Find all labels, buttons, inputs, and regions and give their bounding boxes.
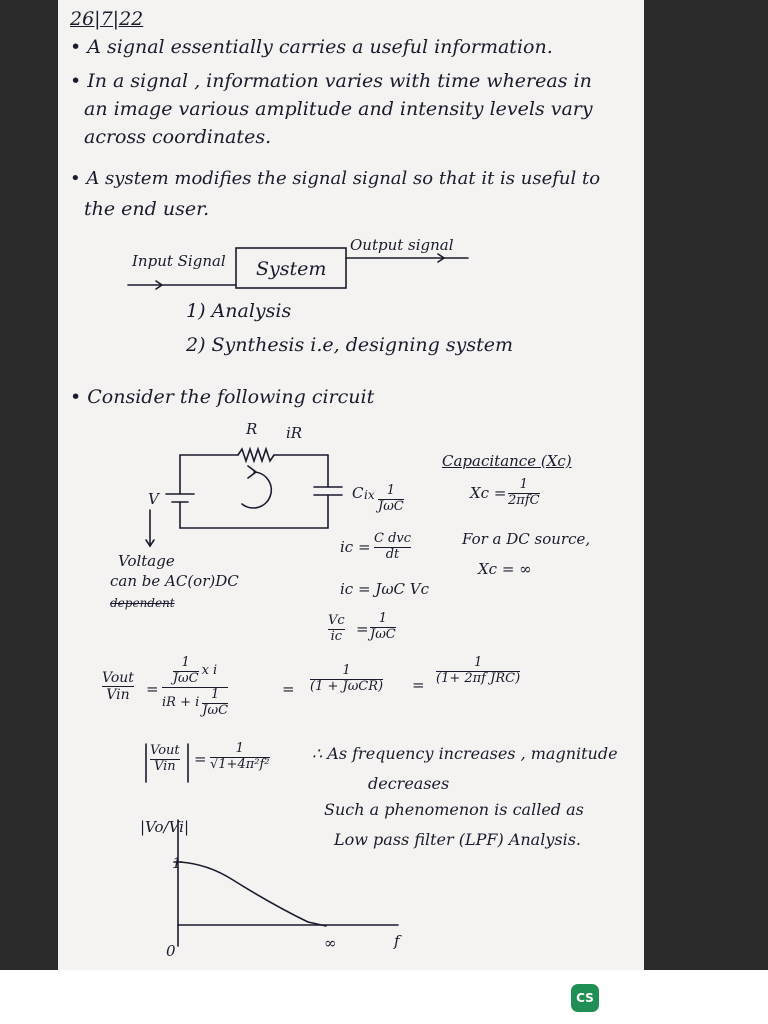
equals-5: = (194, 750, 207, 768)
bullet-2-line-2: an image various amplitude and intensity levels vary (84, 98, 593, 120)
equals-2: = (146, 680, 159, 698)
graph-ylabel: |Vo/Vi| (140, 818, 190, 836)
graph-origin: 0 (166, 942, 176, 960)
input-signal-label: Input Signal (132, 252, 226, 270)
resistor-zigzag (238, 449, 274, 461)
capacitor-impedance-fraction: 1 JωC (378, 483, 404, 514)
output-signal-label: Output signal (350, 236, 454, 254)
scanner-footer (0, 970, 768, 1024)
vout-over-vin: Vout Vin (102, 670, 134, 704)
equals-4: = (412, 676, 425, 694)
one-over-1-plus-jwcr: 1 (1 + JωCR) (310, 663, 384, 694)
ic-jwc-vc: ic = JωC Vc (340, 580, 430, 598)
equals-1: = (356, 620, 369, 638)
conclusion-line-2: decreases (368, 774, 450, 793)
loop-arrowhead (248, 466, 256, 478)
xc-fraction: 1 2πfC (508, 477, 540, 508)
conclusion-line-4: Low pass filter (LPF) Analysis. (334, 830, 581, 849)
bullet-2-line-3: across coordinates. (84, 126, 272, 148)
transfer-big-fraction: 1 JωC x i iR + i 1 JωC (162, 655, 229, 718)
loop-current-arc (242, 472, 271, 508)
equals-3: = (282, 680, 295, 698)
voltage-source-label: V (148, 490, 159, 508)
ic-lhs: ic = (340, 538, 371, 556)
voltage-note-line-1: Voltage (118, 552, 175, 570)
current-label: iR (286, 424, 303, 442)
list-item-synthesis: 2) Synthesis i.e, designing system (186, 334, 513, 356)
voltage-note-line-2: can be AC(or)DC (110, 572, 239, 590)
ic-derivative-fraction: C dvc dt (374, 531, 412, 562)
xc-lhs: Xc = (470, 484, 507, 502)
graph-x-infinity: ∞ (324, 934, 337, 952)
voltage-note-line-3: dependent (110, 596, 175, 610)
xc-infinity: Xc = ∞ (478, 560, 532, 578)
system-label: System (256, 258, 327, 280)
system-box (236, 248, 346, 288)
bullet-3-line-1: • A system modifies the signal signal so that it is useful to (70, 168, 601, 189)
capacitor-label: C (352, 484, 364, 502)
date: 26|7|22 (70, 8, 144, 30)
graph-xlabel: f (394, 932, 400, 950)
hand-drawings (58, 0, 644, 970)
one-over-1-plus-2pifjrc: 1 (1+ 2πf JRC) (436, 655, 521, 686)
magnitude-fraction: 1 √1+4π²f² (210, 741, 270, 772)
vc-over-ic: Vc ic (328, 613, 345, 644)
graph-curve (180, 862, 326, 926)
capacitor-impedance-prefix: ix (364, 488, 375, 502)
graph-y-tick-1: 1 (172, 854, 182, 872)
conclusion-line-3: Such a phenomenon is called as (324, 800, 584, 819)
notebook-page (58, 0, 644, 970)
conclusion-line-1: ∴ As frequency increases , magnitude (312, 744, 618, 763)
circuit-intro: • Consider the following circuit (70, 386, 375, 408)
dc-source-note: For a DC source, (462, 530, 591, 548)
resistor-label: R (246, 420, 258, 438)
list-item-analysis: 1) Analysis (186, 300, 292, 322)
camscanner-logo: CS (571, 984, 599, 1012)
bullet-1: • A signal essentially carries a useful information. (70, 36, 553, 58)
one-over-jwc-1: 1 JωC (370, 611, 396, 642)
magnitude-vout-vin: Vout Vin (150, 743, 180, 774)
bullet-2-line-1: • In a signal , information varies with time whereas in (70, 70, 592, 92)
bullet-3-line-2: the end user. (84, 198, 210, 220)
capacitance-title: Capacitance (Xc) (442, 452, 572, 470)
